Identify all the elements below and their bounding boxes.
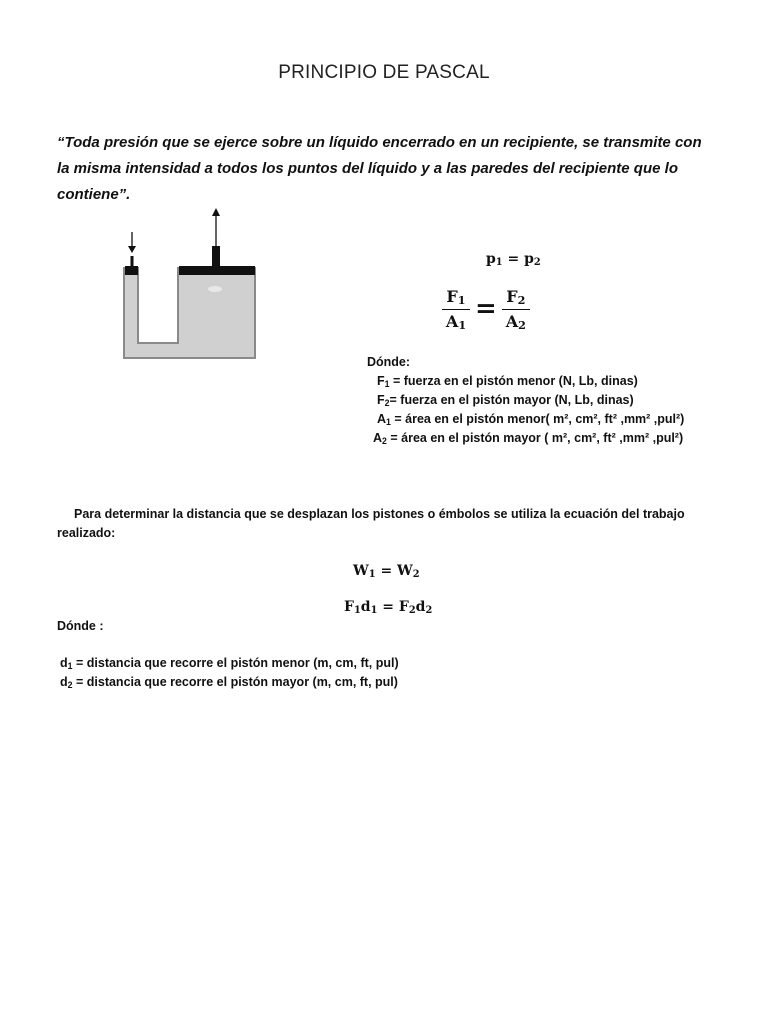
pressure-equation: $p_1 = p_2$ (486, 251, 541, 268)
def-f1: $F_1$ = fuerza en el pistón menor (N, Lb, dinas) (377, 374, 638, 389)
work-paragraph: Para determinar la distancia que se desplazan los pistones o émbolos se utiliza la ecuación del trabajo realizado: (57, 507, 685, 540)
def-d2: $d_2$ = distancia que recorre el pistón mayor (m, cm, ft, pul) (60, 675, 398, 690)
up-arrow-icon (212, 208, 220, 246)
page-title: PRINCIPIO DE PASCAL (278, 62, 490, 83)
def-d1: $d_1$ = distancia que recorre el pistón menor (m, cm, ft, pul) (60, 656, 399, 671)
def-f2: $F_2=$ fuerza en el pistón mayor (N, Lb, dinas) (377, 393, 634, 408)
donde-label-2: Dónde : (57, 619, 104, 633)
definitions-distances (60, 654, 399, 692)
large-piston (179, 266, 255, 275)
down-arrow-icon (128, 232, 136, 253)
donde-label: Dónde: (367, 355, 411, 369)
def-a1: $A_1$ = área en el pistón menor( m², cm², ft² ,mm² ,pul²) (377, 412, 685, 427)
def-a2: $A_2$ = área en el pistón mayor ( m², cm², ft² ,mm² ,pul²) (373, 431, 684, 446)
principle-quote: “Toda presión que se ejerce sobre un líquido encerrado en un recipiente, se transmite con la misma intensidad a todos los puntos del líquido y a las paredes del recipiente que lo contiene”. (57, 134, 702, 203)
force-area-equation: $\frac{F_1}{A_1}$ = $\frac{F_2}{A_2}$ (442, 287, 530, 331)
definitions-forces-areas (367, 353, 684, 448)
fluid-vessel (124, 268, 255, 358)
small-piston (125, 266, 138, 275)
force-distance-equation: $F_1d_1 = F_2d_2$ (344, 599, 433, 616)
hydraulic-press-diagram (105, 200, 270, 370)
work-equation: $W_1 = W_2$ (353, 563, 420, 580)
